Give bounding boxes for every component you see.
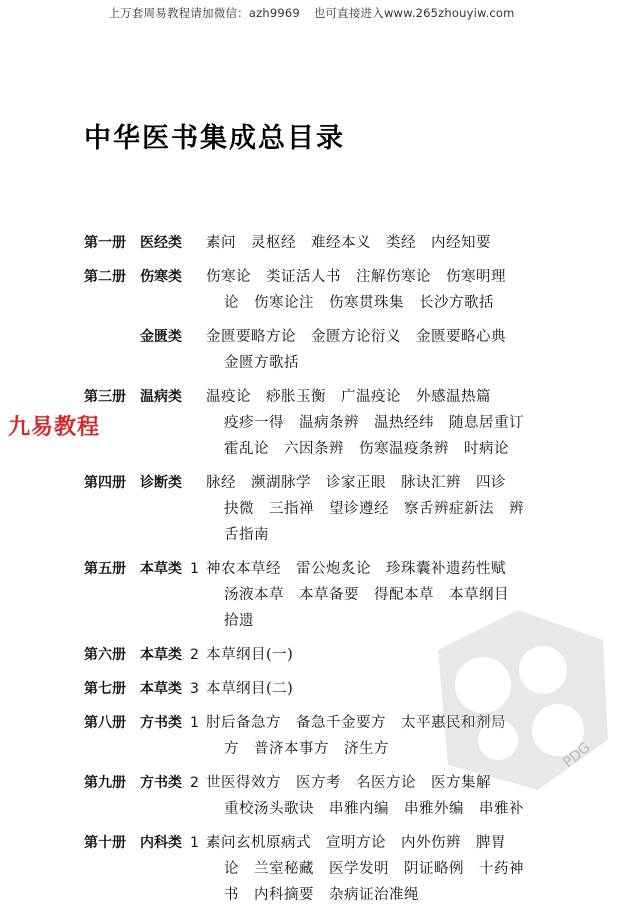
volume-label: 第六册 — [84, 647, 126, 663]
category-part-number: 2 — [190, 775, 199, 791]
toc-line — [84, 290, 554, 316]
entry-gap — [84, 548, 554, 556]
book-titles: 本草纲目(二) — [206, 681, 294, 697]
category-part-number: 3 — [190, 681, 199, 697]
stamp-shape — [438, 610, 608, 790]
toc-line — [84, 384, 554, 410]
watermark-logo-text: 九易教程 — [8, 415, 101, 440]
book-titles: 脉经 濒湖脉学 诊家正眼 脉诀汇辨 四诊 — [206, 475, 506, 491]
book-titles: 疫疹一得 温病条辨 温热经纬 随息居重订 — [224, 415, 524, 431]
category-part-number: 1 — [190, 561, 199, 577]
category-label: 本草类 — [140, 561, 182, 577]
download-banner — [0, 5, 623, 21]
book-titles: 拾遗 — [224, 613, 254, 629]
entry-gap — [84, 462, 554, 470]
book-titles: 重校汤头歌诀 串雅内编 串雅外编 串雅补 — [224, 801, 524, 817]
banner-website-text: 也可直接进入www.265zhouyiw.com — [313, 6, 515, 20]
book-titles: 伤寒论 类证活人书 注解伤寒论 伤寒明理 — [206, 269, 506, 285]
book-titles: 金匮要略方论 金匮方论衍义 金匮要略心典 — [206, 329, 506, 345]
book-titles: 论 兰室秘藏 医学发明 阴证略例 十药神 — [224, 861, 524, 877]
book-titles: 书 内科摘要 杂病证治准绳 — [224, 887, 419, 903]
category-label: 本草类 — [140, 647, 182, 663]
category-label: 内科类 — [140, 835, 182, 851]
category-label: 医经类 — [140, 235, 182, 251]
book-titles: 素问 灵枢经 难经本义 类经 内经知要 — [206, 235, 491, 251]
entry-gap — [84, 376, 554, 384]
volume-label: 第七册 — [84, 681, 126, 697]
book-titles: 论 伤寒论注 伤寒贯珠集 长沙方歌括 — [224, 295, 494, 311]
volume-label: 第八册 — [84, 715, 126, 731]
volume-label: 第十册 — [84, 835, 126, 851]
toc-line — [84, 470, 554, 496]
book-titles: 世医得效方 医方考 名医方论 医方集解 — [206, 775, 491, 791]
toc-line — [84, 522, 554, 548]
category-label: 方书类 — [140, 715, 182, 731]
toc-line — [84, 436, 554, 462]
toc-line — [84, 496, 554, 522]
category-label: 金匮类 — [140, 329, 182, 345]
book-titles: 金匮方歌括 — [224, 355, 299, 371]
toc-line — [84, 856, 554, 882]
entry-gap — [84, 822, 554, 830]
book-titles: 舌指南 — [224, 527, 269, 543]
book-titles: 肘后备急方 备急千金要方 太平惠民和剂局 — [206, 715, 506, 731]
category-part-number: 1 — [190, 835, 199, 851]
book-titles: 素问玄机原病式 宣明方论 内外伤辨 脾胃 — [206, 835, 506, 851]
book-titles: 汤液本草 本草备要 得配本草 本草纲目 — [224, 587, 509, 603]
book-titles: 抉微 三指禅 望诊遵经 察舌辨症新法 辨 — [224, 501, 524, 517]
category-label: 方书类 — [140, 775, 182, 791]
toc-line — [84, 350, 554, 376]
table-of-contents — [84, 230, 554, 908]
toc-line — [84, 830, 554, 856]
book-titles: 方 普济本事方 济生方 — [224, 741, 389, 757]
category-label: 温病类 — [140, 389, 182, 405]
volume-label: 第九册 — [84, 775, 126, 791]
banner-wechat-text: 上万套周易教程请加微信：azh9969 — [108, 6, 300, 20]
volume-label: 第五册 — [84, 561, 126, 577]
volume-label: 第二册 — [84, 269, 126, 285]
category-part-number: 2 — [190, 647, 199, 663]
book-titles: 温疫论 痧胀玉衡 广温疫论 外感温热篇 — [206, 389, 491, 405]
category-part-number: 1 — [190, 715, 199, 731]
library-stamp — [418, 590, 618, 800]
entry-gap — [84, 316, 554, 324]
volume-label: 第一册 — [84, 235, 126, 251]
toc-line — [84, 410, 554, 436]
page-title: 中华医书集成总目录 — [84, 123, 345, 154]
book-titles: 本草纲目(一) — [206, 647, 294, 663]
toc-line — [84, 230, 554, 256]
book-titles: 霍乱论 六因条辨 伤寒温疫条辨 时病论 — [224, 441, 509, 457]
toc-line — [84, 882, 554, 908]
stamp-pdg-text: PDG — [560, 739, 594, 772]
volume-label: 第四册 — [84, 475, 126, 491]
book-titles: 神农本草经 雷公炮炙论 珍珠囊补遗药性赋 — [206, 561, 506, 577]
toc-line — [84, 556, 554, 582]
category-label: 诊断类 — [140, 475, 182, 491]
category-label: 本草类 — [140, 681, 182, 697]
toc-line — [84, 324, 554, 350]
toc-line — [84, 264, 554, 290]
category-label: 伤寒类 — [140, 269, 182, 285]
entry-gap — [84, 256, 554, 264]
volume-label: 第三册 — [84, 389, 126, 405]
